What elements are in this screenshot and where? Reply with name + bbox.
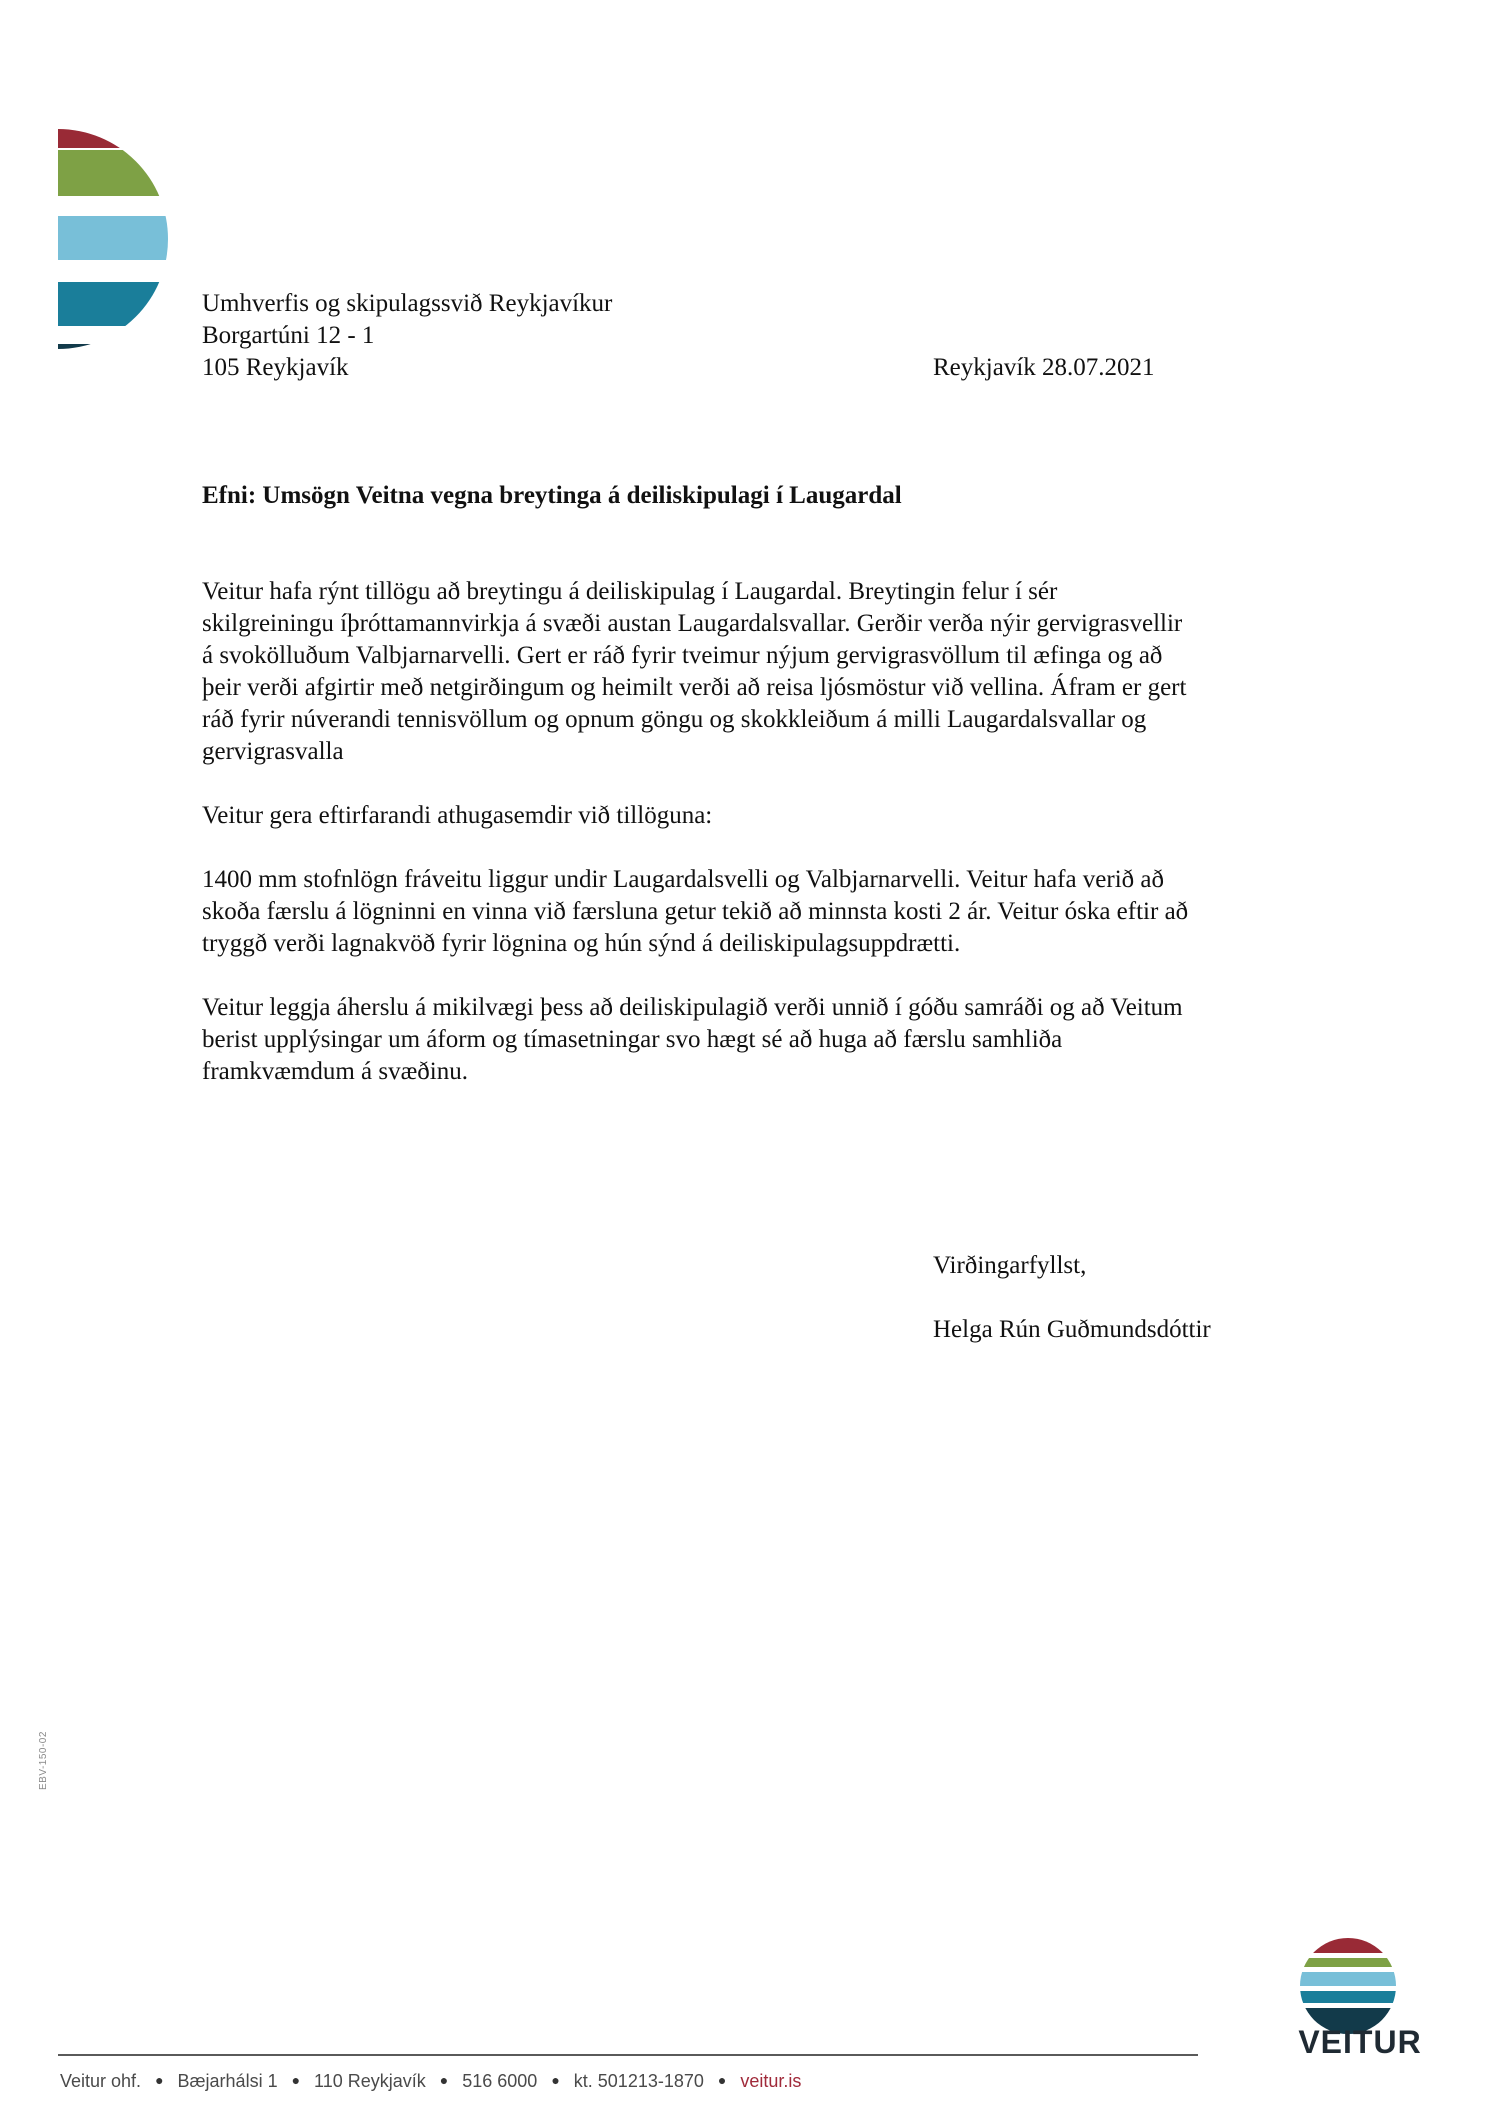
footer bbox=[60, 2071, 801, 2092]
logo-stripe-red bbox=[1288, 1936, 1408, 1953]
recipient-line-3: 105 Reykjavík bbox=[202, 354, 349, 381]
logo-stripe-teal bbox=[58, 282, 168, 326]
footer-city: 110 Reykjavík bbox=[314, 2071, 426, 2091]
body-line: gervigrasvalla bbox=[202, 738, 344, 765]
paragraph-3 bbox=[202, 864, 1312, 960]
logo-stripe-green bbox=[58, 150, 168, 196]
footer-company: Veitur ohf. bbox=[60, 2071, 142, 2091]
logo-stripe-teal bbox=[1288, 1991, 1408, 2003]
letter-date: Reykjavík 28.07.2021 bbox=[933, 354, 1155, 381]
footer-separator: ● bbox=[717, 2072, 727, 2088]
brand-wordmark: VEITUR bbox=[1298, 2024, 1422, 2060]
recipient-address bbox=[202, 288, 612, 384]
body-line: tryggð verði lagnakvöð fyrir lögnina og hún sýnd á deiliskipulagsuppdrætti. bbox=[202, 930, 961, 957]
body-line: þeir verði afgirtir með netgirðingum og heimilt verði að reisa ljósmöstur við vellina. Áfram er gert bbox=[202, 674, 1187, 701]
footer-separator: ● bbox=[551, 2072, 560, 2088]
signature-name: Helga Rún Guðmundsdóttir bbox=[933, 1316, 1211, 1343]
body-line: framkvæmdum á svæðinu. bbox=[202, 1058, 468, 1085]
logo-stripe-red bbox=[58, 122, 168, 148]
body-line: 1400 mm stofnlögn fráveitu liggur undir Laugardalsvelli og Valbjarnarvelli. Veitur hafa verið að bbox=[202, 866, 1165, 893]
recipient-line-2: Borgartúni 12 - 1 bbox=[202, 322, 375, 349]
body-line: skilgreiningu íþróttamannvirkja á svæði austan Laugardalsvallar. Gerðir verða nýir gervigrasvellir bbox=[202, 610, 1183, 637]
footer-separator: ● bbox=[291, 2072, 301, 2088]
document-code: EBV-150-02 bbox=[38, 1731, 49, 1790]
body-line: Veitur gera eftirfarandi athugasemdir við tillöguna: bbox=[202, 802, 713, 829]
logo-stripe-green bbox=[1288, 1958, 1408, 1967]
letter-body bbox=[202, 576, 1312, 1120]
logo-stripe-navy bbox=[58, 344, 168, 374]
body-line: berist upplýsingar um áform og tímasetningar svo hægt sé að huga að færslu samhliða bbox=[202, 1026, 1063, 1053]
paragraph-2 bbox=[202, 800, 1312, 832]
logo-stripe-lightblue bbox=[1288, 1972, 1408, 1986]
body-line: á svokölluðum Valbjarnarvelli. Gert er ráð fyrir tveimur nýjum gervigrasvöllum til æfinga og að bbox=[202, 642, 1163, 669]
paragraph-4 bbox=[202, 992, 1312, 1088]
body-line: skoða færslu á lögninni en vinna við færsluna getur tekið að minnsta kosti 2 ár. Veitur óska eftir að bbox=[202, 898, 1189, 925]
body-line: ráð fyrir núverandi tennisvöllum og opnum göngu og skokkleiðum á milli Laugardalsvallar og bbox=[202, 706, 1147, 733]
footer-separator: ● bbox=[155, 2072, 164, 2088]
paragraph-1 bbox=[202, 576, 1312, 768]
footer-kt: kt. 501213-1870 bbox=[573, 2071, 704, 2091]
footer-separator: ● bbox=[439, 2072, 449, 2088]
body-line: Veitur hafa rýnt tillögu að breytingu á deiliskipulag í Laugardal. Breytingin felur í sér bbox=[202, 578, 1058, 605]
logo-stripe-lightblue bbox=[58, 216, 168, 260]
footer-phone: 516 6000 bbox=[462, 2071, 538, 2091]
letter-subject: Efni: Umsögn Veitna vegna breytinga á deiliskipulagi í Laugardal bbox=[202, 482, 902, 509]
body-line: Veitur leggja áherslu á mikilvægi þess að deiliskipulagið verði unnið í góðu samráði og að Veitum bbox=[202, 994, 1183, 1021]
veitur-logo-left bbox=[58, 92, 168, 386]
closing-phrase: Virðingarfyllst, bbox=[933, 1252, 1087, 1279]
footer-divider bbox=[58, 2054, 1198, 2056]
recipient-line-1: Umhverfis og skipulagssvið Reykjavíkur bbox=[202, 290, 613, 317]
footer-street: Bæjarhálsi 1 bbox=[177, 2071, 278, 2091]
footer-website-link[interactable]: veitur.is bbox=[740, 2071, 802, 2091]
